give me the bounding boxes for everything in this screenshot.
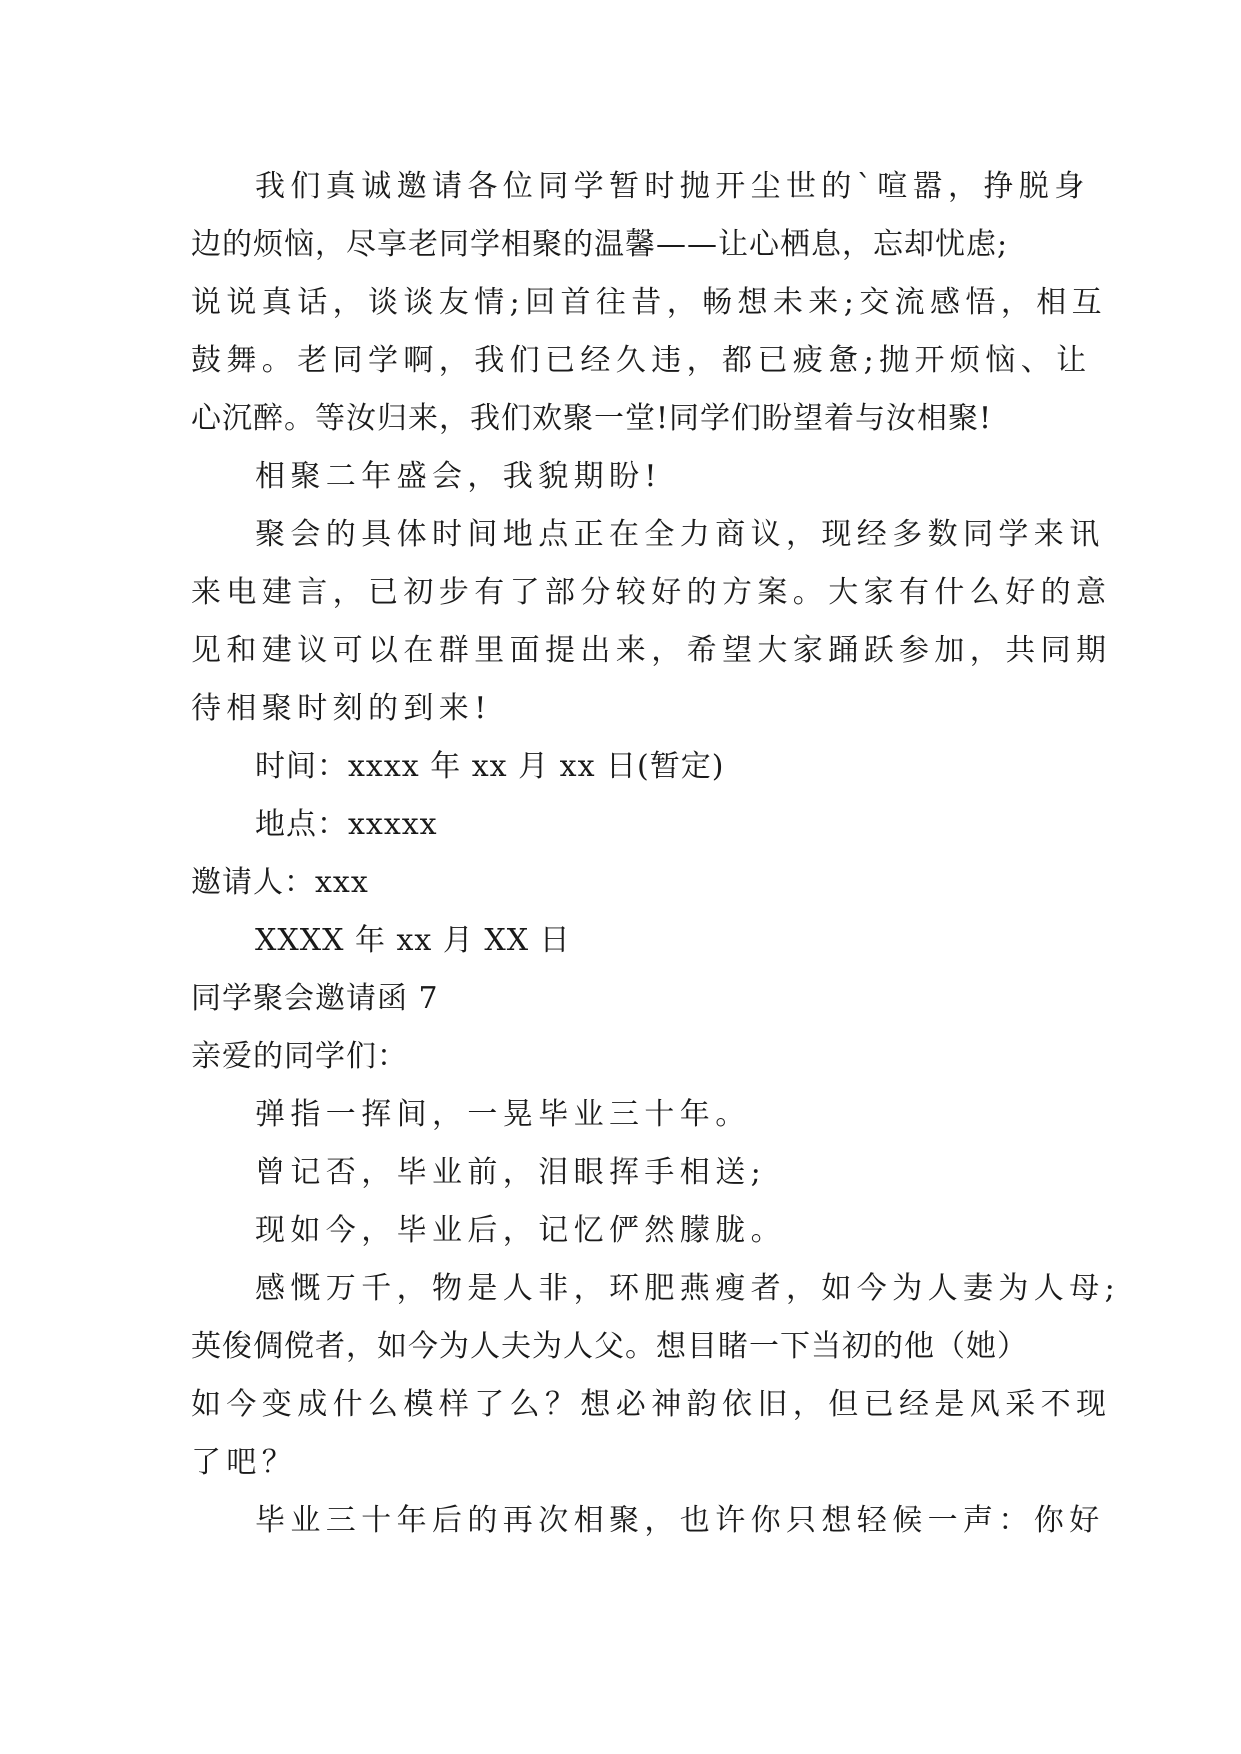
salutation: 亲爱的同学们： [191, 1039, 408, 1074]
text-line: 鼓舞。老同学啊，我们已经久违，都已疲惫;抛开烦恼、让 [191, 343, 1092, 378]
text-line: 曾记否，毕业前，泪眼挥手相送; [255, 1155, 767, 1190]
text-line: 我们真诚邀请各位同学暂时抛开尘世的`喧嚣，挣脱身 [255, 169, 1090, 204]
paragraph-invitation [191, 158, 1108, 448]
event-location: 地点：xxxxx [255, 807, 438, 842]
text-line: 英俊倜傥者，如今为人夫为人父。想目睹一下当初的他（她） [191, 1329, 1028, 1364]
text-line: 待相聚时刻的到来! [191, 691, 492, 726]
paragraph-planning [191, 506, 1112, 738]
text-line: 了吧？ [191, 1445, 298, 1480]
text-line: 说说真话，谈谈友情;回首往昔，畅想未来;交流感悟，相互 [191, 285, 1108, 320]
text-line: 见和建议可以在群里面提出来，希望大家踊跃参加，共同期 [191, 633, 1112, 668]
text-line: 弹指一挥间，一晃毕业三十年。 [255, 1097, 751, 1132]
document-page [191, 158, 1121, 1550]
text-line: 如今变成什么模样了么？想必神韵依旧，但已经是风采不现 [191, 1387, 1112, 1422]
text-line: 来电建言，已初步有了部分较好的方案。大家有什么好的意 [191, 575, 1112, 610]
inviter: 邀请人：xxx [191, 865, 369, 900]
paragraph-expectation [191, 448, 1051, 506]
event-time: 时间：xxxx 年 xx 月 xx 日(暂定) [255, 749, 725, 784]
signature-date: XXXX 年 xx 月 XX 日 [255, 923, 571, 958]
text-line: 现如今，毕业后，记忆俨然朦胧。 [255, 1213, 786, 1248]
text-line: 毕业三十年后的再次相聚，也许你只想轻候一声：你好 [255, 1503, 1105, 1538]
text-line: 边的烦恼，尽享老同学相聚的温馨——让心栖息，忘却忧虑; [191, 227, 1009, 262]
paragraph-reflection [191, 1260, 1121, 1492]
text-line: 相聚二年盛会，我貌期盼! [255, 459, 662, 494]
text-line: 感慨万千，物是人非，环肥燕瘦者，如今为人妻为人母; [255, 1271, 1121, 1306]
section-title: 同学聚会邀请函 7 [191, 981, 439, 1016]
text-line: 聚会的具体时间地点正在全力商议，现经多数同学来讯 [255, 517, 1105, 552]
text-line: 心沉醉。等汝归来，我们欢聚一堂!同学们盼望着与汝相聚! [191, 401, 993, 436]
